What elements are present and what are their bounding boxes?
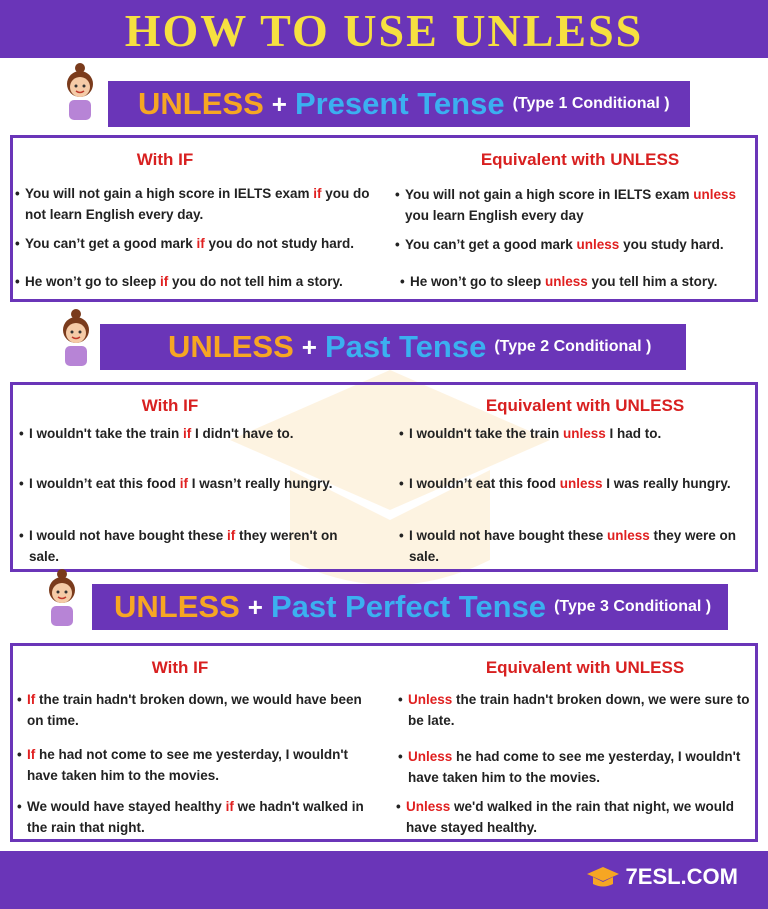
- banner-tense: Past Tense: [324, 329, 487, 364]
- bullet: •: [19, 426, 24, 441]
- banner-plus: +: [301, 331, 317, 362]
- sentence-text: you do not tell him a story.: [168, 274, 343, 289]
- head-with-unless: Equivalent with UNLESS: [485, 396, 685, 415]
- bullet: •: [399, 426, 404, 441]
- bullet: •: [17, 799, 22, 814]
- banner-type: (Type 1 Conditional ): [512, 95, 670, 112]
- keyword: unless: [607, 528, 650, 543]
- keyword: unless: [545, 274, 588, 289]
- keyword: If: [27, 692, 36, 707]
- keyword: if: [225, 799, 234, 814]
- girl-avatar-icon: [56, 308, 96, 368]
- bullet: •: [19, 528, 24, 543]
- s2-unless-1: [399, 423, 749, 444]
- head-with-if: With IF: [136, 150, 194, 169]
- keyword: Unless: [408, 749, 453, 764]
- page-title: HOW TO USE UNLESS: [124, 5, 644, 56]
- s3-unless-1: [398, 689, 753, 731]
- s3-unless-3: [396, 796, 751, 838]
- s3-unless-2: [398, 746, 753, 788]
- sentence-text: he had come to see me yesterday, I wouldn't have taken him to the movies.: [408, 749, 741, 785]
- s2-if-1: [19, 423, 369, 444]
- logo-text: 7ESL.COM: [625, 864, 738, 889]
- s2-if-2: [19, 473, 369, 494]
- banner-unless: UNLESS: [168, 329, 294, 364]
- bullet: •: [400, 274, 405, 289]
- s1-unless-2: [395, 234, 750, 255]
- sentence-text: You will not gain a high score in IELTS exam: [25, 186, 314, 201]
- banner-unless: UNLESS: [114, 589, 240, 624]
- keyword: unless: [693, 187, 737, 202]
- banner-tense: Present Tense: [294, 86, 505, 121]
- s1-unless-3: [400, 271, 755, 292]
- sentence-text: the train hadn't broken down, we would have been on time.: [27, 692, 362, 728]
- bullet: •: [15, 186, 20, 201]
- sentence-text: you learn English every day: [405, 208, 584, 223]
- head-with-unless: Equivalent with UNLESS: [480, 150, 680, 169]
- sentence-text: I wouldn't take the train: [409, 426, 563, 441]
- sentence-text: the train hadn't broken down, we were sure to be late.: [408, 692, 750, 728]
- s2-unless-3: [399, 525, 749, 567]
- banner-unless: UNLESS: [138, 86, 264, 121]
- keyword: If: [27, 747, 36, 762]
- section-3-banner: [92, 584, 728, 630]
- s1-unless-1: [395, 184, 760, 226]
- bullet: •: [15, 236, 20, 251]
- sentence-text: you tell him a story.: [587, 274, 718, 289]
- sentence-text: I would not have bought these: [29, 528, 227, 543]
- s1-if-2: [15, 233, 380, 254]
- bullet: •: [19, 476, 24, 491]
- head-with-if: With IF: [151, 658, 209, 677]
- head-with-unless: Equivalent with UNLESS: [485, 658, 685, 677]
- sentence-text: they were on sale.: [409, 528, 737, 564]
- sentence-text: I would not have bought these: [409, 528, 607, 543]
- bullet: •: [395, 237, 400, 252]
- banner-tense: Past Perfect Tense: [270, 589, 547, 624]
- keyword: unless: [559, 476, 603, 491]
- bullet: •: [399, 476, 404, 491]
- sentence-text: You can’t get a good mark: [405, 237, 577, 252]
- sentence-text: He won’t go to sleep: [410, 274, 546, 289]
- banner-plus: +: [247, 591, 263, 622]
- sentence-text: they weren't on sale.: [29, 528, 338, 564]
- s3-if-2: [17, 744, 367, 786]
- sentence-text: You can’t get a good mark: [25, 236, 197, 251]
- s2-if-3: [19, 525, 359, 567]
- keyword: Unless: [408, 692, 453, 707]
- bullet: •: [17, 747, 22, 762]
- sentence-text: We would have stayed healthy: [27, 799, 226, 814]
- bullet: •: [15, 274, 20, 289]
- girl-avatar-icon: [60, 62, 100, 122]
- sentence-text: you study hard.: [619, 237, 724, 252]
- keyword: if: [160, 274, 169, 289]
- banner-plus: +: [271, 88, 287, 119]
- sentence-text: I wasn’t really hungry.: [188, 476, 333, 491]
- site-logo[interactable]: [586, 864, 738, 890]
- bullet: •: [395, 187, 400, 202]
- keyword: if: [227, 528, 236, 543]
- bullet: •: [398, 692, 403, 707]
- graduation-cap-icon: [586, 866, 620, 888]
- s2-unless-2: [399, 473, 749, 494]
- sentence-text: I wouldn't take the train: [29, 426, 183, 441]
- section-1-banner: [108, 81, 690, 127]
- sentence-text: we'd walked in the rain that night, we would have stayed healthy.: [406, 799, 735, 835]
- sentence-text: He won’t go to sleep: [25, 274, 161, 289]
- bullet: •: [17, 692, 22, 707]
- keyword: if: [313, 186, 322, 201]
- sentence-text: I had to.: [605, 426, 662, 441]
- sentence-text: we hadn't walked in the rain that night.: [27, 799, 364, 835]
- keyword: unless: [576, 237, 620, 252]
- keyword: unless: [562, 426, 606, 441]
- banner-type: (Type 2 Conditional ): [494, 338, 652, 355]
- sentence-text: you do not study hard.: [204, 236, 355, 251]
- sentence-text: I was really hungry.: [602, 476, 731, 491]
- sentence-text: I didn't have to.: [191, 426, 294, 441]
- s1-if-1: [15, 183, 380, 225]
- section-2-banner: [100, 324, 686, 370]
- s3-if-1: [17, 689, 372, 731]
- sentence-text: he had not come to see me yesterday, I wouldn't have taken him to the movies.: [27, 747, 349, 783]
- banner-type: (Type 3 Conditional ): [554, 598, 712, 615]
- bullet: •: [398, 749, 403, 764]
- keyword: if: [196, 236, 205, 251]
- bullet: •: [399, 528, 404, 543]
- s1-if-3: [15, 271, 380, 292]
- bullet: •: [396, 799, 401, 814]
- keyword: if: [179, 476, 188, 491]
- sentence-text: You will not gain a high score in IELTS exam: [405, 187, 694, 202]
- keyword: if: [182, 426, 192, 441]
- s3-if-3: [17, 796, 372, 838]
- keyword: Unless: [406, 799, 451, 814]
- sentence-text: I wouldn’t eat this food: [409, 476, 560, 491]
- head-with-if: With IF: [141, 396, 199, 415]
- sentence-text: I wouldn’t eat this food: [29, 476, 180, 491]
- girl-avatar-icon: [42, 568, 82, 628]
- sentence-text: you do not learn English every day.: [25, 186, 370, 222]
